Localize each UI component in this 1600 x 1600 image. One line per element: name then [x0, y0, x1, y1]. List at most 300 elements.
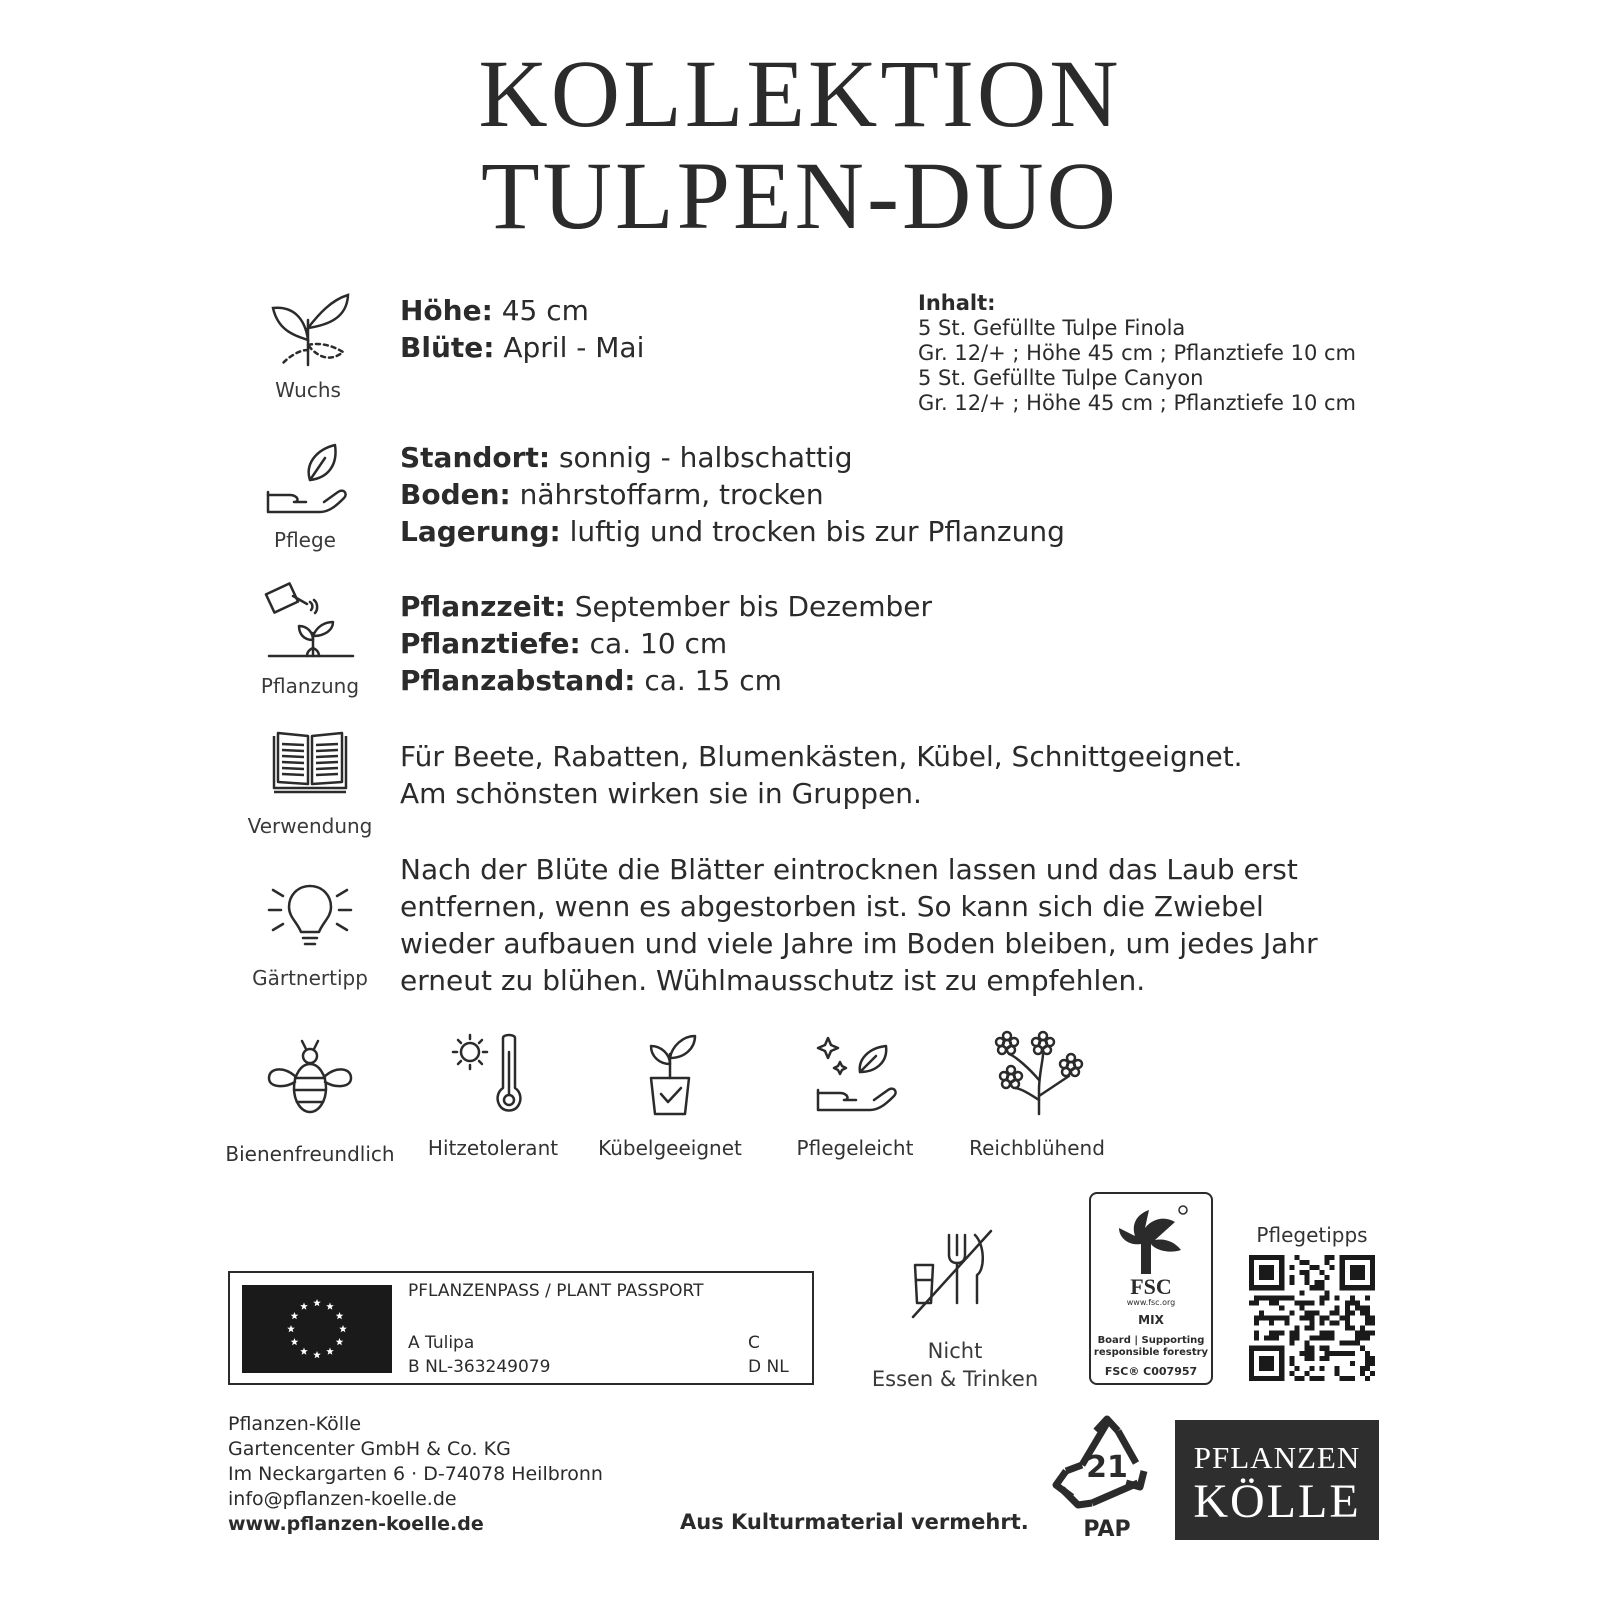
- qr-module: [1320, 1331, 1325, 1336]
- qr-module: [1259, 1356, 1274, 1371]
- inhalt-line-3: 5 St. Gefüllte Tulpe Canyon: [918, 366, 1204, 390]
- qr-module: [1325, 1351, 1330, 1356]
- no-eat-drink-icon: [905, 1225, 1005, 1325]
- recycle-code: PAP: [1083, 1517, 1131, 1542]
- qr-module: [1365, 1310, 1370, 1315]
- qr-module: [1355, 1336, 1360, 1341]
- qr-module: [1315, 1280, 1320, 1285]
- qr-module: [1274, 1331, 1279, 1336]
- qr-module: [1294, 1376, 1299, 1381]
- qr-module: [1340, 1315, 1345, 1320]
- verwendung-line-1: Für Beete, Rabatten, Blumenkästen, Kübel, Schnittgeeignet.: [400, 740, 1243, 773]
- qr-module: [1304, 1315, 1309, 1320]
- qr-module: [1355, 1300, 1360, 1305]
- qr-module: [1365, 1351, 1370, 1356]
- fsc-board-2: responsible forestry: [1093, 1347, 1209, 1358]
- qr-module: [1289, 1280, 1294, 1285]
- eu-star: [287, 1325, 295, 1332]
- qr-module: [1325, 1275, 1330, 1280]
- qr-module: [1289, 1336, 1294, 1341]
- qr-module: [1350, 1310, 1355, 1315]
- wuchs-label: Wuchs: [275, 378, 341, 402]
- plant-passport: [228, 1271, 814, 1385]
- property-hitzetolerant: [398, 1036, 588, 1160]
- logo-line-1: PFLANZEN: [1193, 1440, 1361, 1475]
- qr-module: [1335, 1305, 1340, 1310]
- qr-module: [1304, 1346, 1309, 1351]
- qr-module: [1320, 1285, 1325, 1290]
- qr-module: [1254, 1315, 1259, 1320]
- qr-module: [1274, 1315, 1279, 1320]
- qr-module: [1309, 1346, 1314, 1351]
- qr-module: [1350, 1265, 1365, 1280]
- qr-module: [1365, 1315, 1370, 1320]
- address-line-1: Pflanzen-Kölle: [228, 1413, 362, 1435]
- qr-module: [1299, 1290, 1304, 1295]
- property-bienenfreundlich: [215, 1036, 405, 1166]
- fsc-label: [1089, 1192, 1213, 1385]
- qr-module: [1284, 1295, 1289, 1300]
- qr-module: [1360, 1331, 1365, 1336]
- qr-module: [1330, 1331, 1335, 1336]
- qr-module: [1299, 1260, 1304, 1265]
- pflanzzeit-value: September bis Dezember: [565, 590, 932, 623]
- qr-module: [1294, 1366, 1299, 1371]
- qr-module: [1365, 1331, 1370, 1336]
- qr-module: [1264, 1295, 1269, 1300]
- qr-module: [1294, 1326, 1299, 1331]
- qr-module: [1294, 1331, 1299, 1336]
- qr-module: [1299, 1351, 1304, 1356]
- qr-module: [1309, 1310, 1314, 1315]
- qr-module: [1309, 1366, 1314, 1371]
- qr-module: [1330, 1265, 1335, 1270]
- qr-module: [1325, 1315, 1330, 1320]
- qr-module: [1370, 1315, 1375, 1320]
- fsc-code: FSC® C007957: [1104, 1365, 1198, 1378]
- qr-module: [1320, 1356, 1325, 1361]
- qr-module: [1299, 1305, 1304, 1310]
- pflanzung-block: [400, 588, 932, 699]
- wuchs-section-icon: [228, 280, 388, 402]
- qr-module: [1335, 1371, 1340, 1376]
- qr-module: [1320, 1321, 1325, 1326]
- qr-label: Pflegetipps: [1256, 1223, 1368, 1247]
- qr-module: [1350, 1351, 1355, 1356]
- eu-star: [300, 1302, 308, 1309]
- pflanztiefe-value: ca. 10 cm: [580, 627, 728, 660]
- qr-module: [1289, 1361, 1294, 1366]
- qr-module: [1259, 1315, 1264, 1320]
- qr-module: [1254, 1295, 1259, 1300]
- pflanzabstand-value: ca. 15 cm: [635, 664, 782, 697]
- qr-module: [1320, 1315, 1325, 1320]
- qr-module: [1259, 1310, 1264, 1315]
- qr-module: [1315, 1376, 1320, 1381]
- address-line-2: Gartencenter GmbH & Co. KG: [228, 1438, 511, 1460]
- qr-module: [1325, 1290, 1330, 1295]
- wuchs-block: [400, 292, 644, 366]
- pflanzabstand-line: [400, 662, 932, 699]
- qr-module: [1289, 1331, 1294, 1336]
- qr-module: [1309, 1336, 1314, 1341]
- qr-module: [1309, 1351, 1314, 1356]
- qr-module: [1279, 1305, 1284, 1310]
- boden-key: Boden:: [400, 478, 511, 511]
- pflanzzeit-key: Pflanzzeit:: [400, 590, 566, 623]
- qr-module: [1284, 1315, 1289, 1320]
- qr-module: [1289, 1265, 1294, 1270]
- qr-module: [1269, 1331, 1274, 1336]
- qr-module: [1315, 1336, 1320, 1341]
- website-link[interactable]: www.pflanzen-koelle.de: [228, 1513, 484, 1535]
- hoehe-key: Höhe:: [400, 294, 493, 327]
- pflege-block: [400, 439, 1065, 550]
- qr-module: [1294, 1336, 1299, 1341]
- qr-module: [1269, 1336, 1274, 1341]
- qr-module: [1304, 1371, 1309, 1376]
- qr-module: [1289, 1341, 1294, 1346]
- address-line-3: Im Neckargarten 6 · D-74078 Heilbronn: [228, 1463, 603, 1485]
- qr-module: [1315, 1310, 1320, 1315]
- qr-module: [1350, 1361, 1355, 1366]
- eu-star: [291, 1312, 299, 1319]
- bluete-line: [400, 329, 644, 366]
- hoehe-value: 45 cm: [492, 294, 589, 327]
- fsc-brand: FSC: [1130, 1274, 1172, 1299]
- qr-module: [1320, 1346, 1325, 1351]
- book-icon: [270, 730, 350, 796]
- reichbluehend-label: Reichblühend: [969, 1136, 1105, 1160]
- fsc-mix: MIX: [1138, 1313, 1164, 1327]
- standort-key: Standort:: [400, 441, 551, 474]
- qr-module: [1320, 1295, 1325, 1300]
- qr-module: [1254, 1321, 1259, 1326]
- gaertnertipp-line-3: wieder aufbauen und viele Jahre im Boden bleiben, um jedes Jahr: [400, 927, 1318, 960]
- gaertnertipp-line-4: erneut zu blühen. Wühlmausschutz ist zu empfehlen.: [400, 964, 1146, 997]
- hand-leaf-sparkle-icon: [810, 1030, 900, 1116]
- qr-module: [1309, 1321, 1314, 1326]
- gaertnertipp-section-icon: [230, 880, 390, 990]
- qr-module: [1304, 1356, 1309, 1361]
- qr-module: [1355, 1341, 1360, 1346]
- verwendung-section-icon: [230, 730, 390, 838]
- qr-module: [1304, 1260, 1309, 1265]
- qr-module: [1345, 1300, 1350, 1305]
- qr-module: [1249, 1300, 1254, 1305]
- qr-module: [1325, 1346, 1330, 1351]
- fsc-tree-icon: [1111, 1204, 1191, 1276]
- eu-star: [336, 1338, 344, 1345]
- qr-module: [1370, 1356, 1375, 1361]
- hoehe-line: [400, 292, 644, 329]
- eu-star: [300, 1348, 308, 1355]
- pot-plant-icon: [625, 1030, 715, 1116]
- qr-module: [1330, 1336, 1335, 1341]
- qr-module: [1330, 1255, 1335, 1260]
- qr-module: [1365, 1376, 1370, 1381]
- qr-module: [1370, 1371, 1375, 1376]
- eu-star: [313, 1299, 321, 1306]
- qr-module: [1360, 1346, 1365, 1351]
- qr-module: [1320, 1270, 1325, 1275]
- qr-module: [1299, 1300, 1304, 1305]
- verwendung-label: Verwendung: [247, 814, 373, 838]
- property-kuebelgeeignet: [575, 1036, 765, 1160]
- qr-module: [1335, 1295, 1340, 1300]
- inhalt-block: [918, 291, 1356, 416]
- eu-star: [326, 1348, 334, 1355]
- qr-module: [1350, 1326, 1355, 1331]
- qr-module: [1335, 1310, 1340, 1315]
- qr-module: [1304, 1326, 1309, 1331]
- qr-module: [1370, 1331, 1375, 1336]
- eu-star: [313, 1351, 321, 1358]
- qr-module: [1350, 1376, 1355, 1381]
- qr-module: [1299, 1270, 1304, 1275]
- inhalt-heading: Inhalt:: [918, 291, 996, 315]
- qr-module: [1320, 1300, 1325, 1305]
- qr-module: [1330, 1321, 1335, 1326]
- qr-module: [1269, 1295, 1274, 1300]
- qr-module: [1309, 1300, 1314, 1305]
- qr-module: [1365, 1295, 1370, 1300]
- qr-module: [1340, 1351, 1345, 1356]
- qr-module: [1345, 1321, 1350, 1326]
- hand-leaf-icon: [260, 440, 350, 520]
- qr-module: [1340, 1341, 1345, 1346]
- qr-module: [1365, 1366, 1370, 1371]
- qr-module: [1299, 1376, 1304, 1381]
- qr-module: [1289, 1295, 1294, 1300]
- qr-module: [1299, 1315, 1304, 1320]
- qr-module: [1320, 1280, 1325, 1285]
- qr-module: [1289, 1275, 1294, 1280]
- eu-star: [326, 1302, 334, 1309]
- qr-module: [1279, 1331, 1284, 1336]
- pflanzzeit-line: [400, 588, 932, 625]
- qr-module: [1325, 1255, 1330, 1260]
- passport-b: B NL-363249079: [408, 1357, 551, 1377]
- qr-module: [1289, 1371, 1294, 1376]
- property-reichbluehend: [942, 1036, 1132, 1160]
- qr-module: [1289, 1356, 1294, 1361]
- qr-module: [1345, 1310, 1350, 1315]
- gaertnertipp-label: Gärtnertipp: [252, 966, 368, 990]
- qr-module: [1365, 1336, 1370, 1341]
- qr-module: [1269, 1321, 1274, 1326]
- standort-value: sonnig - halbschattig: [550, 441, 853, 474]
- eu-flag-icon: [242, 1285, 392, 1373]
- qr-module: [1365, 1361, 1370, 1366]
- title-line-2: TULPEN-DUO: [481, 142, 1119, 249]
- bluete-key: Blüte:: [400, 331, 495, 364]
- qr-module: [1304, 1351, 1309, 1356]
- inhalt-line-1: 5 St. Gefüllte Tulpe Finola: [918, 316, 1186, 340]
- qr-module: [1360, 1326, 1365, 1331]
- qr-module: [1325, 1260, 1330, 1265]
- qr-module: [1360, 1371, 1365, 1376]
- qr-module: [1355, 1305, 1360, 1310]
- qr-module: [1294, 1255, 1299, 1260]
- qr-module: [1309, 1326, 1314, 1331]
- qr-module: [1264, 1315, 1269, 1320]
- qr-module: [1325, 1331, 1330, 1336]
- qr-module: [1345, 1305, 1350, 1310]
- passport-c: C: [748, 1333, 760, 1353]
- qr-module: [1304, 1270, 1309, 1275]
- qr-module: [1269, 1315, 1274, 1320]
- qr-module: [1370, 1361, 1375, 1366]
- qr-module: [1254, 1331, 1259, 1336]
- recycle-pap-icon: [1052, 1415, 1162, 1515]
- qr-module: [1274, 1300, 1279, 1305]
- qr-module: [1269, 1300, 1274, 1305]
- title-line-1: KOLLEKTION: [478, 40, 1122, 147]
- eu-stars-icon: [242, 1285, 392, 1373]
- qr-module: [1325, 1336, 1330, 1341]
- qr-module: [1345, 1326, 1350, 1331]
- qr-module: [1320, 1376, 1325, 1381]
- qr-module: [1289, 1310, 1294, 1315]
- qr-module: [1365, 1321, 1370, 1326]
- flowers-icon: [987, 1030, 1087, 1116]
- qr-module: [1360, 1310, 1365, 1315]
- qr-module: [1350, 1295, 1355, 1300]
- lightbulb-icon: [265, 880, 355, 952]
- eu-star: [339, 1325, 347, 1332]
- qr-module: [1259, 1265, 1274, 1280]
- pflanzung-label: Pflanzung: [260, 674, 360, 698]
- qr-module: [1335, 1351, 1340, 1356]
- qr-module: [1259, 1295, 1264, 1300]
- passport-title: PFLANZENPASS / PLANT PASSPORT: [408, 1281, 704, 1301]
- kultur-note: Aus Kulturmaterial vermehrt.: [680, 1510, 1029, 1534]
- pflanztiefe-key: Pflanztiefe:: [400, 627, 581, 660]
- qr-module: [1309, 1315, 1314, 1320]
- pflege-label: Pflege: [274, 528, 336, 552]
- qr-code-icon[interactable]: [1249, 1255, 1375, 1381]
- gaertnertipp-line-2: entfernen, wenn es abgestorben ist. So kann sich die Zwiebel: [400, 890, 1264, 923]
- qr-module: [1304, 1275, 1309, 1280]
- qr-module: [1274, 1295, 1279, 1300]
- thermometer-sun-icon: [448, 1030, 538, 1116]
- qr-module: [1355, 1331, 1360, 1336]
- notice-line-2: Essen & Trinken: [871, 1367, 1039, 1391]
- pflegeleicht-label: Pflegeleicht: [796, 1136, 914, 1160]
- eu-star: [291, 1338, 299, 1345]
- kuebelgeeignet-label: Kübelgeeignet: [598, 1136, 742, 1160]
- logo-line-2: KÖLLE: [1193, 1475, 1361, 1528]
- hitzetolerant-label: Hitzetolerant: [427, 1136, 559, 1160]
- standort-line: [400, 439, 1065, 476]
- qr-module: [1315, 1285, 1320, 1290]
- qr-module: [1360, 1305, 1365, 1310]
- plant-icon: [263, 280, 353, 370]
- verwendung-line-2: Am schönsten wirken sie in Gruppen.: [400, 777, 922, 810]
- qr-module: [1345, 1315, 1350, 1320]
- eu-star: [336, 1312, 344, 1319]
- qr-module: [1330, 1351, 1335, 1356]
- qr-module: [1360, 1336, 1365, 1341]
- boden-line: [400, 476, 1065, 513]
- bienenfreundlich-label: Bienenfreundlich: [225, 1142, 395, 1166]
- qr-module: [1345, 1351, 1350, 1356]
- qr-module: [1325, 1356, 1330, 1361]
- pflanzen-koelle-logo: [1175, 1420, 1379, 1540]
- qr-module: [1279, 1315, 1284, 1320]
- qr-module: [1254, 1336, 1259, 1341]
- qr-module: [1254, 1300, 1259, 1305]
- pflanzung-section-icon: [230, 578, 390, 698]
- bee-icon: [265, 1036, 355, 1116]
- lagerung-value: luftig und trocken bis zur Pflanzung: [560, 515, 1065, 548]
- qr-module: [1294, 1300, 1299, 1305]
- qr-module: [1274, 1336, 1279, 1341]
- gaertnertipp-line-1: Nach der Blüte die Blätter eintrocknen lassen und das Laub erst: [400, 853, 1298, 886]
- qr-module: [1320, 1366, 1325, 1371]
- inhalt-line-4: Gr. 12/+ ; Höhe 45 cm ; Pflanztiefe 10 cm: [918, 391, 1356, 415]
- boden-value: nährstoffarm, trocken: [510, 478, 824, 511]
- qr-module: [1335, 1321, 1340, 1326]
- inhalt-line-2: Gr. 12/+ ; Höhe 45 cm ; Pflanztiefe 10 cm: [918, 341, 1356, 365]
- qr-module: [1345, 1341, 1350, 1346]
- recycle-pap-symbol: [1052, 1415, 1162, 1540]
- qr-module: [1335, 1366, 1340, 1371]
- qr-module: [1309, 1376, 1314, 1381]
- watering-can-icon: [263, 578, 358, 666]
- address-block: [228, 1412, 603, 1537]
- property-pflegeleicht: [760, 1036, 950, 1160]
- passport-a: A Tulipa: [408, 1333, 475, 1353]
- qr-module: [1309, 1285, 1314, 1290]
- lagerung-line: [400, 513, 1065, 550]
- gaertnertipp-block: [400, 851, 1318, 999]
- qr-module: [1345, 1376, 1350, 1381]
- pflege-section-icon: [225, 440, 385, 552]
- qr-module: [1325, 1295, 1330, 1300]
- verwendung-block: [400, 738, 1243, 812]
- qr-module: [1304, 1300, 1309, 1305]
- fsc-board-1: Board | Supporting: [1097, 1335, 1205, 1346]
- qr-module: [1279, 1295, 1284, 1300]
- qr-module: [1370, 1321, 1375, 1326]
- pflanztiefe-line: [400, 625, 932, 662]
- qr-module: [1320, 1336, 1325, 1341]
- passport-d: D NL: [748, 1357, 789, 1377]
- qr-module: [1330, 1310, 1335, 1315]
- recycle-number: 21: [1086, 1450, 1128, 1485]
- qr-module: [1360, 1366, 1365, 1371]
- qr-module: [1309, 1356, 1314, 1361]
- lagerung-key: Lagerung:: [400, 515, 561, 548]
- qr-module: [1315, 1265, 1320, 1270]
- qr-module: [1350, 1300, 1355, 1305]
- qr-module: [1284, 1321, 1289, 1326]
- qr-module: [1340, 1376, 1345, 1381]
- qr-module: [1350, 1341, 1355, 1346]
- fsc-url: www.fsc.org: [1126, 1298, 1176, 1307]
- qr-module: [1304, 1280, 1309, 1285]
- qr-module: [1304, 1310, 1309, 1315]
- notice-line-1: Nicht: [927, 1339, 983, 1363]
- qr-module: [1304, 1341, 1309, 1346]
- no-eat-drink-notice: [855, 1225, 1055, 1393]
- email-link[interactable]: info@pflanzen-koelle.de: [228, 1488, 457, 1510]
- qr-module: [1365, 1305, 1370, 1310]
- qr-module: [1264, 1336, 1269, 1341]
- qr-module: [1365, 1356, 1370, 1361]
